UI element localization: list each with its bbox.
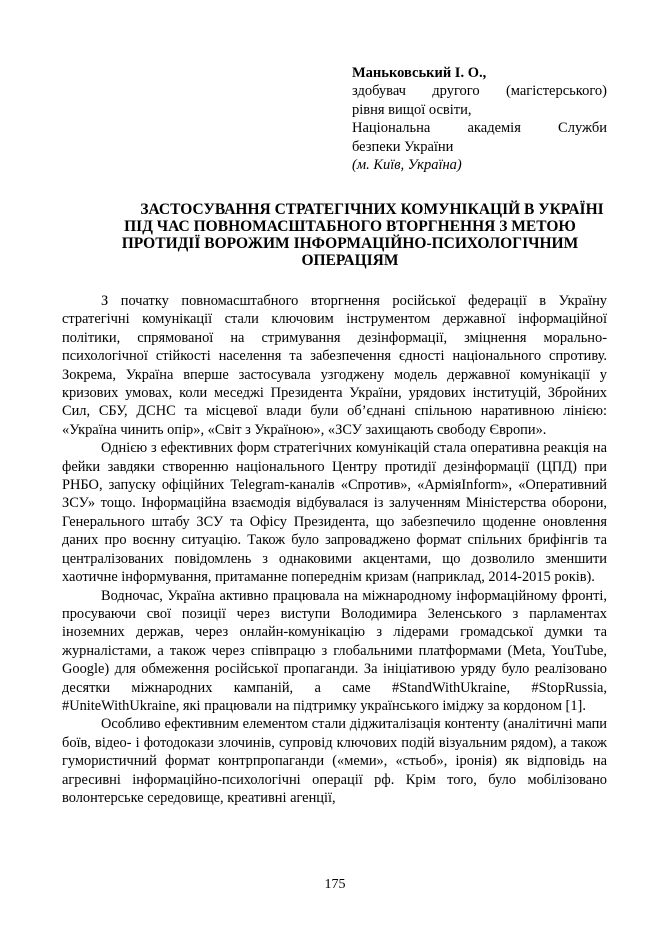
page-number: 175 xyxy=(324,877,346,892)
paragraph-2: Однією з ефективних форм стратегічних комунікацій стала оперативна реакція на фейки завдяки створенню національного Центру протидії дезінформації (ЦПД) при РНБО, запуску офіційних Telegram-каналів «Спротив», «АрміяInform», «Оперативний ЗСУ» тощо. Інформаційна взаємодія відбувалася із залученням Міністерства оборони, Генерального штабу ЗСУ та Офісу Президента, що забезпечило щоденне оновлення даних про воєнну ситуацію. Також було запроваджено формат спільних брифінгів та централізованих повідомлень з однаковими акцентами, що дозволило зменшити хаотичне інформування, притаманне попереднім кризам (наприклад, 2014-2015 років). xyxy=(62,440,607,586)
paragraph-4: Особливо ефективним елементом стали діджиталізація контенту (аналітичні мапи боїв, відео- і фотодокази злочинів, супровід ключових подій візуальним рядом), а також гумористичний формат контрпропаганди («меми», «стьоб», іронія) як відповідь на агресивні інформаційно-психологічні операції рф. Крім того, було мобілізовано волонтерське середовище, креативні агенції, xyxy=(62,716,607,806)
paragraph-1: З початку повномасштабного вторгнення російської федерації в Україну стратегічні комунікації стали ключовим інструментом державної інформаційної політики, спрямованої на стримування дезінформації, зміцнення морально-психологічної стійкості населення та забезпечення єдності національного спротиву. Зокрема, Україна вперше застосувала узгоджену модель державної комунікації у кризових умовах, коли меседжі Президента України, урядових інституцій, Збройних Сил, СБУ, ДСНС та місцевої влади були об’єднані спільною наративною лінією: «Україна чинить опір», «Світ з Україною», «ЗСУ захищають свободу Європи». xyxy=(62,293,607,438)
author-block xyxy=(352,64,607,174)
author-name: Маньковський І. О., xyxy=(352,65,487,81)
author-org-line-2: безпеки України xyxy=(352,138,454,155)
author-role-line-1: здобувач другого (магістерського) xyxy=(352,83,607,100)
author-org-line-1: Національна академія Служби xyxy=(352,120,607,137)
article-title: ЗАСТОСУВАННЯ СТРАТЕГІЧНИХ КОМУНІКАЦІЙ В УКРАЇНІ ПІД ЧАС ПОВНОМАСШТАБНОГО ВТОРГНЕННЯ З МЕТОЮ ПРОТИДІЇ ВОРОЖИМ ІНФОРМАЦІЙНО-ПСИХОЛОГІЧНИМ ОПЕРАЦІЯМ xyxy=(121,201,604,269)
article-body xyxy=(62,292,607,807)
author-place: (м. Київ, Україна) xyxy=(352,157,462,174)
paragraph-3: Водночас, Україна активно працювала на міжнародному інформаційному фронті, просуваючи свої позиції через виступи Володимира Зеленського з парламентах іноземних держав, через онлайн-комунікацію з лідерами громадської думки та журналістами, а також через співпрацю з глобальними платформами (Meta, YouTube, Google) для обмеження російської пропаганди. За ініціативою уряду було реалізовано десятки міжнародних кампаній, а саме #StandWithUkraine, #StopRussia, #UniteWithUkraine, які працювали на підтримку українського іміджу за кордоном [1]. xyxy=(62,587,607,714)
author-role-line-2: рівня вищої освіти, xyxy=(352,101,472,118)
